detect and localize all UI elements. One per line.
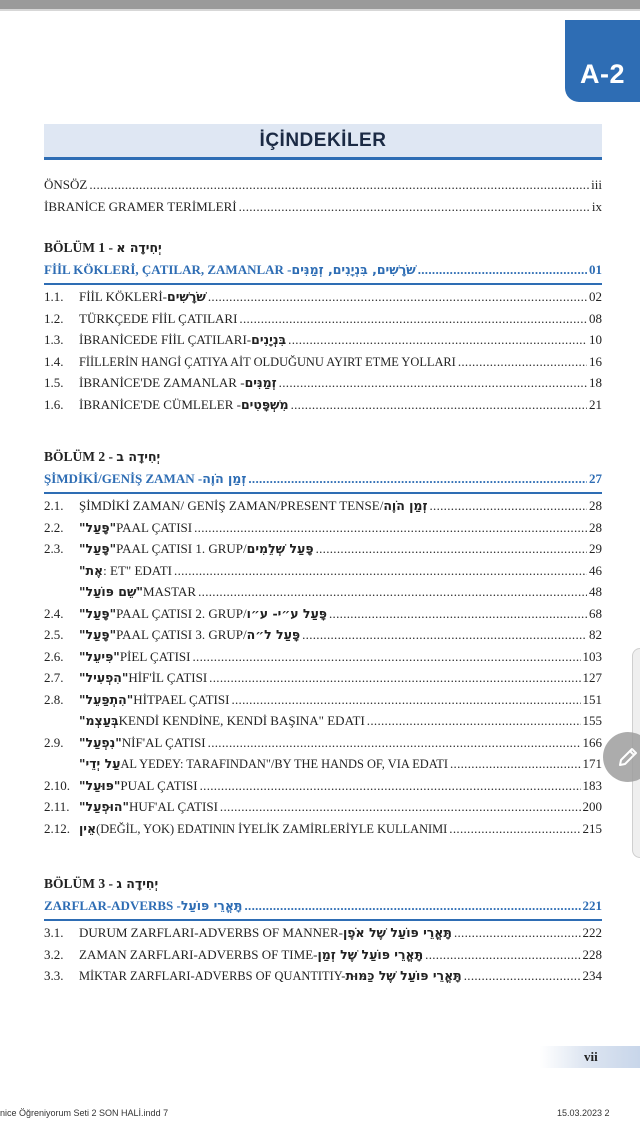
leader-dots <box>174 563 587 579</box>
toc-page-number: 08 <box>589 310 602 326</box>
chapter-title: ŞİMDİKİ/GENİŞ ZAMAN - <box>44 471 203 486</box>
toc-page-number: 228 <box>582 946 602 962</box>
toc-row[interactable] <box>44 670 602 692</box>
chapter-page-number: 01 <box>589 262 602 277</box>
toc-entry-number: 2.7. <box>44 670 64 685</box>
leader-dots <box>200 778 581 794</box>
toc-entry-number: 3.2. <box>44 946 64 962</box>
leader-dots <box>429 498 587 514</box>
toc-page-number: 183 <box>582 777 602 793</box>
toc-page-number: 46 <box>589 562 602 578</box>
leader-dots <box>454 925 581 941</box>
page-title: İÇİNDEKİLER <box>259 129 387 151</box>
leader-dots <box>248 471 587 487</box>
leader-dots <box>418 262 587 278</box>
toc-page-number: 16 <box>589 353 602 369</box>
pencil-icon <box>616 745 640 769</box>
leader-dots <box>231 692 580 708</box>
chapter-page-number: 221 <box>582 898 602 913</box>
leader-dots <box>208 735 581 751</box>
toc-row[interactable] <box>44 968 602 990</box>
leader-dots <box>329 606 587 622</box>
toc-entry-hebrew: זְמַן הֹוֶה <box>383 498 428 513</box>
toc-entry-text: (DEĞİL, YOK) EDATININ İYELİK ZAMİRLERİYLE KULLANIMI <box>96 821 448 836</box>
top-bar-shadow <box>0 9 640 11</box>
toc-entry-number: 2.11. <box>44 799 70 814</box>
toc-page-number: 151 <box>582 691 602 707</box>
toc-entry-hebrew: פָּעַל ע״י- ע״ו <box>246 605 327 621</box>
toc-entry-text: İBRANİCE GRAMER TERİMLERİ <box>44 198 237 214</box>
bolum-heading <box>44 876 602 898</box>
toc-row[interactable] <box>44 692 602 714</box>
toc-entry-hebrew: פָּעַל ל״ה <box>246 627 301 642</box>
leader-dots <box>458 354 587 370</box>
toc-entry-hebrew: מִשְׁפָּטִים <box>240 396 289 412</box>
leader-dots <box>450 756 581 772</box>
toc-page-number: 29 <box>589 541 602 556</box>
toc-entry-hebrew: פָּעַל שְׁלֵמִים <box>246 541 314 556</box>
leader-dots <box>220 799 581 815</box>
leader-dots <box>192 649 580 665</box>
toc-entry-number: 2.6. <box>44 648 64 664</box>
toc-entry-hebrew: תָּאֳרֵי פּוֹעַל שֶׁל כַּמּוּת <box>345 968 462 983</box>
toc-entry-hebrew: שֹׁרָשִׁים <box>166 289 206 304</box>
toc-page-number: 10 <box>589 332 602 347</box>
toc-entry-number: 2.8. <box>44 691 64 707</box>
toc-entry-text: HİTPAEL ÇATISI <box>133 691 230 707</box>
toc-entry-number: 2.4. <box>44 605 64 621</box>
toc-row[interactable] <box>44 756 602 778</box>
toc-entry-hebrew-prefix: "פָּעַל" <box>79 605 117 621</box>
toc-entry-hebrew-prefix: "פִּיעֵל" <box>79 648 120 664</box>
toc-row[interactable] <box>44 332 602 354</box>
toc-row[interactable] <box>44 177 602 199</box>
toc-entry-number: 2.9. <box>44 734 64 750</box>
leader-dots <box>244 898 580 914</box>
toc-entry-text: HİF'İL ÇATISI <box>128 670 208 685</box>
toc-entry-text: İBRANİCE'DE ZAMANLAR - <box>79 375 245 390</box>
chapter-page-number: 27 <box>589 471 602 486</box>
toc-entry-hebrew-prefix: אֵין <box>79 820 97 836</box>
toc-entry-hebrew-prefix: "נִפְעַל" <box>79 734 122 750</box>
toc-entry-number: 2.2. <box>44 519 64 535</box>
bolum-label: BÖLÜM 3 - <box>44 876 113 891</box>
bolum-hebrew: יְחִידָה א <box>116 240 162 255</box>
toc-row[interactable] <box>44 563 602 585</box>
toc-entry-number: 1.5. <box>44 375 64 390</box>
chapter-title: ZARFLAR-ADVERBS - <box>44 898 181 913</box>
toc-row[interactable] <box>44 498 602 520</box>
toc-row[interactable] <box>44 713 602 735</box>
toc-page-number: 82 <box>589 627 602 642</box>
toc-entry-hebrew-prefix: "עַל יְדֵי <box>79 756 121 771</box>
toc-page-number: 18 <box>589 375 602 390</box>
toc-entry-text: AL YEDEY: TARAFINDAN"/BY THE HANDS OF, VIA EDATI <box>120 757 448 771</box>
toc-entry-text: KENDİ KENDİNE, KENDİ BAŞINA" EDATI <box>118 713 365 728</box>
toc-row[interactable] <box>44 778 602 800</box>
toc-page-number: 222 <box>582 925 602 940</box>
toc-row[interactable] <box>44 397 602 419</box>
section-1 <box>44 240 602 418</box>
toc-page-number: 68 <box>589 605 602 621</box>
toc-row[interactable] <box>44 925 602 947</box>
footer-date: 15.03.2023 2 <box>557 1108 610 1118</box>
toc-entry-text: MİKTAR ZARFLARI-ADVERBS OF QUANTITIY- <box>79 969 346 983</box>
leader-dots <box>291 397 587 413</box>
leader-dots <box>367 713 581 729</box>
toc-entry-hebrew: תָּאֳרֵי פּוֹעַל שֶׁל אֹפֶן <box>343 925 452 940</box>
toc-entry-hebrew-prefix: "אֶת <box>79 562 104 578</box>
toc-page-number: 28 <box>589 498 602 513</box>
toc-row[interactable] <box>44 821 602 843</box>
chapter-heading[interactable] <box>44 471 602 494</box>
leader-dots <box>209 670 580 686</box>
section-3 <box>44 876 602 990</box>
toc-entry-text: PAAL ÇATISI <box>116 519 193 535</box>
toc-page-number: 48 <box>589 584 602 599</box>
toc-entry-hebrew-prefix: "שֵׁם פּוֹעַל" <box>79 584 143 599</box>
toc-row[interactable] <box>44 375 602 397</box>
toc-entry-text: DURUM ZARFLARI-ADVERBS OF MANNER- <box>79 925 343 940</box>
bolum-hebrew: יְחִידָה ב <box>116 449 161 464</box>
toc-entry-text: İBRANİCEDE FİİL ÇATILARI- <box>79 332 252 347</box>
toc-entry-text: PAAL ÇATISI 3. GRUP/ <box>116 627 247 642</box>
toc-entry-text: İBRANİCE'DE CÜMLELER - <box>79 396 241 412</box>
toc-row[interactable] <box>44 627 602 649</box>
leader-dots <box>302 627 587 643</box>
toc-title-box <box>44 124 602 160</box>
toc-entry-hebrew-prefix: "פָּעַל" <box>79 627 117 642</box>
leader-dots <box>208 289 587 305</box>
toc-entry-text: PİEL ÇATISI <box>119 648 191 664</box>
toc-entry-text: NİF'AL ÇATISI <box>121 734 206 750</box>
toc-page-number: 103 <box>582 648 602 664</box>
toc-row[interactable] <box>44 606 602 628</box>
toc-entry-number: 2.5. <box>44 627 64 642</box>
section-tab-label: A-2 <box>579 59 625 89</box>
toc-entry-number: 1.6. <box>44 396 64 412</box>
bolum-heading <box>44 449 602 471</box>
toc-entry-text: ZAMAN ZARFLARI-ADVERBS OF TIME- <box>79 946 318 962</box>
leader-dots <box>239 311 587 327</box>
toc-entry-hebrew: תָּאֳרֵי פּוֹעַל שֶׁל זְמַן <box>317 946 424 962</box>
toc-entry-number: 1.1. <box>44 289 64 304</box>
page-number-box <box>540 1046 640 1068</box>
toc-row[interactable] <box>44 311 602 333</box>
toc-entry-number: 1.2. <box>44 310 64 326</box>
chapter-hebrew: תָּאֳרֵי פּוֹעַל <box>180 898 243 913</box>
leader-dots <box>449 821 580 837</box>
chapter-heading[interactable] <box>44 262 602 285</box>
toc-page-number: 155 <box>582 713 602 728</box>
toc-page-number: 28 <box>589 519 602 535</box>
toc-entry-text: HUF'AL ÇATISI <box>129 799 218 814</box>
toc-page-number: 171 <box>582 756 602 771</box>
toc-entry-hebrew: זְמַנִּים <box>244 375 277 390</box>
toc-entry-number: 2.1. <box>44 498 64 513</box>
toc-page-number: 21 <box>589 396 602 412</box>
chapter-title: FİİL KÖKLERİ, ÇATILAR, ZAMANLAR - <box>44 262 292 277</box>
toc-page-number: ix <box>591 198 602 214</box>
toc-entry-text: PAAL ÇATISI 1. GRUP/ <box>116 541 247 556</box>
leader-dots <box>89 177 589 193</box>
toc-entry-hebrew-prefix: "פָּעַל" <box>79 519 117 535</box>
chapter-hebrew: שֹׁרָשִׁים, בִּנְיָנִים, זְמַנִּים <box>291 262 416 277</box>
toc-entry-hebrew: בִּנְיָנִים <box>251 332 287 347</box>
toc-row[interactable] <box>44 541 602 563</box>
chapter-heading[interactable] <box>44 898 602 921</box>
toc-entry-text: ÖNSÖZ <box>44 177 88 192</box>
footer-file-name: nice Öğreniyorum Seti 2 SON HALİ.indd 7 <box>0 1108 169 1118</box>
bolum-hebrew: יְחִידָה ג <box>116 876 159 891</box>
toc-entry-text: PAAL ÇATISI 2. GRUP/ <box>116 605 247 621</box>
section-2 <box>44 449 602 842</box>
toc-entry-number: 2.12. <box>44 820 70 836</box>
toc-entry-text: TÜRKÇEDE FİİL ÇATILARI <box>79 310 238 326</box>
leader-dots <box>279 375 587 391</box>
leader-dots <box>239 199 590 215</box>
toc-entry-number: 2.3. <box>44 541 64 556</box>
top-bar <box>0 0 640 9</box>
toc-entry-hebrew-prefix: "הִפְעִיל" <box>79 670 129 685</box>
toc-page-number: 234 <box>582 968 602 983</box>
toc-entry-text: FİİLLERİN HANGİ ÇATIYA AİT OLDUĞUNU AYIRT ETME YOLLARI <box>79 354 456 369</box>
toc-entry-text: MASTAR <box>142 584 197 599</box>
leader-dots <box>316 541 587 557</box>
toc-row[interactable] <box>44 289 602 311</box>
toc-page-number: 166 <box>582 734 602 750</box>
toc-entry-hebrew-prefix: "פָּעַל" <box>79 541 117 556</box>
leader-dots <box>194 520 587 536</box>
toc-row[interactable] <box>44 649 602 671</box>
toc-row[interactable] <box>44 735 602 757</box>
leader-dots <box>198 584 587 600</box>
toc-row[interactable] <box>44 199 602 221</box>
front-matter <box>44 177 602 220</box>
toc-row[interactable] <box>44 520 602 542</box>
toc-row[interactable] <box>44 354 602 376</box>
toc-entry-text: PUAL ÇATISI <box>120 777 198 793</box>
bolum-label: BÖLÜM 2 - <box>44 449 113 464</box>
toc-entry-hebrew-prefix: "הִתְפַּעֵל" <box>79 691 134 707</box>
page-number: vii <box>584 1049 598 1064</box>
bolum-label: BÖLÜM 1 - <box>44 240 113 255</box>
edit-button[interactable] <box>603 732 640 782</box>
toc-entry-text: FİİL KÖKLERİ- <box>79 289 167 304</box>
toc-entry-number: 3.1. <box>44 925 64 940</box>
leader-dots <box>288 332 587 348</box>
toc-page-number: 02 <box>589 289 602 304</box>
toc-entry-number: 2.10. <box>44 777 70 793</box>
section-tab <box>565 20 640 102</box>
toc-entry-hebrew-prefix: "בְּעַצְמ <box>79 713 119 728</box>
toc-page-number: iii <box>591 177 602 192</box>
toc-entry-hebrew-prefix: "הוּפְעַל" <box>79 799 130 814</box>
leader-dots <box>464 968 581 984</box>
chapter-hebrew: זְמַן הֹוֶה <box>202 471 247 486</box>
toc-entry-number: 1.3. <box>44 332 64 347</box>
toc-page-number: 200 <box>582 799 602 814</box>
toc-entry-hebrew-prefix: "פּוּעַל" <box>79 777 121 793</box>
toc-entry-number: 3.3. <box>44 968 64 983</box>
leader-dots <box>425 947 580 963</box>
toc-row[interactable] <box>44 799 602 821</box>
toc-entry-number: 1.4. <box>44 353 64 369</box>
bolum-heading <box>44 240 602 262</box>
toc-page-number: 215 <box>582 820 602 836</box>
toc-row[interactable] <box>44 947 602 969</box>
toc-entry-text: : ET" EDATI <box>103 562 173 578</box>
toc-row[interactable] <box>44 584 602 606</box>
toc-page-number: 127 <box>582 670 602 685</box>
toc-entry-text: ŞİMDİKİ ZAMAN/ GENİŞ ZAMAN/PRESENT TENSE/ <box>79 498 384 513</box>
